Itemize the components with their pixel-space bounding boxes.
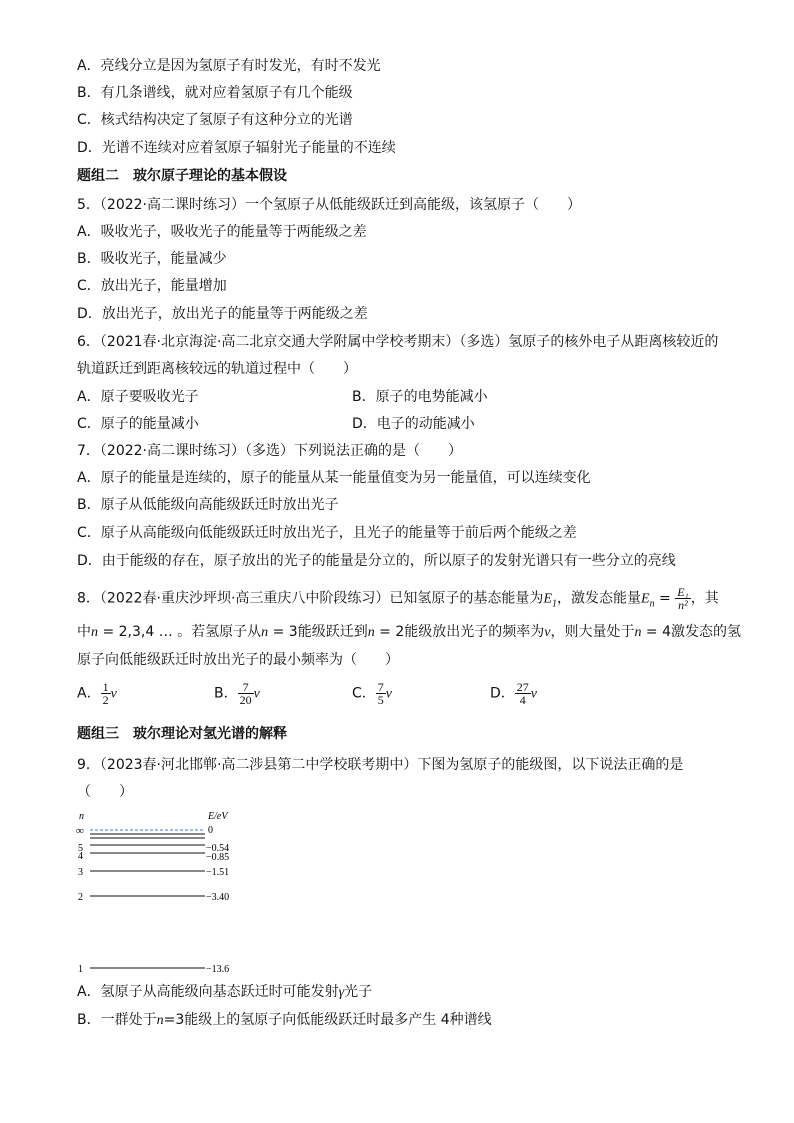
q4-option-c: C．核式结构决定了氢原子有这种分立的光谱 (77, 112, 353, 128)
n-variable: n (156, 1013, 164, 1028)
q5-stem: 5．（2022·高二课时练习）一个氢原子从低能级跃迁到高能级，该氢原子（ ） (77, 197, 581, 213)
option-label: A． (77, 685, 101, 702)
level-energy-value: −1.51 (206, 867, 230, 878)
q8-en-symbol: E (641, 591, 650, 607)
q9-stem-line1: 9．（2023春·河北邯郸·高二涉县第二中学校联考期中）下图为氢原子的能级图，以下说法正确的是 (77, 757, 684, 773)
q8-stem-text: = 3能级跃迁到 (268, 624, 368, 640)
level-n-label: 1 (78, 964, 83, 975)
q8-n-variable: n (261, 625, 269, 640)
q8-energy-fraction (675, 586, 691, 611)
q8-equals: = (654, 590, 676, 607)
option-label: D． (490, 685, 515, 702)
option-text: A．氢原子从高能级向基态跃迁时可能发射 (77, 984, 339, 1000)
q8-stem-text: = 2能级放出光子的频率为 (374, 624, 545, 640)
q8-nu-symbol: ν (544, 625, 551, 640)
q6-option-a: A．原子要吸收光子 (77, 389, 199, 405)
q7-stem: 7．（2022·高二课时练习）（多选）下列说法正确的是（ ） (77, 443, 462, 459)
q8-fraction-numerator: E₁ (677, 585, 689, 599)
fraction-numerator: 1 (102, 680, 109, 694)
q6-option-c: C．原子的能量减小 (77, 416, 199, 432)
energy-axis-label: E/eV (208, 811, 228, 822)
level-energy-value: −3.40 (206, 892, 230, 903)
option-label: B． (214, 685, 238, 702)
q9-option-b (77, 1010, 492, 1031)
section-heading-2: 题组二 玻尔原子理论的基本假设 (77, 168, 287, 184)
option-fraction (101, 681, 111, 706)
level-n-label: 5 (78, 843, 83, 854)
gamma-symbol: γ (338, 985, 345, 1000)
option-text: =3能级上的氢原子向低能级跃迁时最多产生 4种谱线 (163, 1012, 492, 1028)
level-energy-value: −13.6 (206, 964, 230, 975)
q7-option-a: A．原子的能量是连续的，原子的能量从某一能量值变为另一能量值，可以连续变化 (77, 470, 591, 486)
fraction-denominator: 4 (519, 693, 526, 707)
option-fraction (238, 681, 254, 706)
q6-stem-line1: 6．（2021春·北京海淀·高二北京交通大学附属中学校考期末）（多选）氢原子的核外电子从距离核较近的 (77, 334, 719, 350)
option-text: 光子 (344, 984, 373, 1000)
q8-e1-symbol: E (543, 591, 552, 607)
q4-option-b: B．有几条谱线，就对应着氢原子有几个能级 (77, 85, 353, 101)
nu-symbol: ν (530, 686, 537, 702)
q8-stem-text: ，则大量处于 (550, 624, 635, 640)
q7-option-c: C．原子从高能级向低能级跃迁时放出光子，且光子的能量等于前后两个能级之差 (77, 525, 577, 541)
q9-option-a (77, 982, 372, 1003)
q8-stem-text: 8．（2022春·重庆沙坪坝·高三重庆八中阶段练习）已知氢原子的基态能量为 (77, 590, 544, 607)
level-energy-value: −0.54 (206, 843, 230, 854)
option-fraction (376, 681, 386, 706)
level-n-label: ∞ (76, 825, 84, 837)
q9-stem-line2: （ ） (77, 784, 133, 800)
n-axis-label: n (79, 811, 84, 822)
q7-option-b: B．原子从低能级向高能级跃迁时放出光子 (77, 497, 339, 513)
fraction-numerator: 7 (377, 680, 384, 694)
q5-option-a: A．吸收光子，吸收光子的能量等于两能级之差 (77, 224, 367, 240)
level-n-label: 4 (78, 851, 83, 862)
q6-option-d: D．电子的动能减小 (352, 416, 475, 432)
q8-stem-line1 (77, 586, 719, 614)
q8-stem-text: = 4激发态的氢 (641, 624, 742, 640)
q4-option-d: D．光谱不连续对应着氢原子辐射光子能量的不连续 (77, 140, 396, 156)
q8-n-variable: n (91, 625, 98, 640)
option-label: C． (352, 685, 376, 702)
q8-e1-subscript: 1 (552, 598, 557, 610)
nu-symbol: ν (253, 686, 260, 702)
nu-symbol: ν (110, 686, 117, 702)
level-energy-value: −0.85 (206, 852, 230, 863)
q8-fraction-denominator: n² (678, 598, 688, 612)
q8-stem-text: = 2,3,4 … 。若氢原子从 (98, 624, 262, 640)
level-n-label: 3 (78, 867, 83, 878)
option-fraction (515, 681, 531, 706)
q8-option-c (352, 681, 392, 706)
fraction-numerator: 7 (238, 681, 254, 694)
q5-option-b: B．吸收光子，能量减少 (77, 251, 227, 267)
q8-option-a (77, 681, 117, 706)
q7-option-d: D．由于能级的存在，原子放出的光子的能量是分立的，所以原子的发射光谱只有一些分立的亮线 (77, 553, 676, 569)
level-energy-value: 0 (208, 825, 213, 836)
q8-option-d (490, 681, 537, 706)
fraction-denominator: 20 (239, 693, 252, 707)
q8-n-variable: n (367, 625, 375, 640)
q5-option-c: C．放出光子，能量增加 (77, 278, 227, 294)
section-heading-3: 题组三 玻尔理论对氢光谱的解释 (77, 726, 287, 742)
q4-option-a: A．亮线分立是因为氢原子有时发光，有时不发光 (77, 58, 381, 74)
fraction-denominator: 5 (377, 693, 384, 707)
q8-en-subscript: n (649, 598, 655, 610)
q6-option-b: B．原子的电势能减小 (352, 389, 488, 405)
q6-stem-line2: 轨道跃迁到距离核较远的轨道过程中（ ） (77, 361, 357, 377)
level-n-label: 2 (78, 892, 83, 903)
q8-options-row (77, 681, 717, 711)
q8-option-b (214, 681, 260, 706)
fraction-numerator: 27 (516, 680, 529, 694)
option-text: B．一群处于 (77, 1012, 157, 1028)
energy-level-diagram (70, 806, 270, 978)
q8-stem-line2 (77, 622, 741, 643)
q5-option-d: D．放出光子，放出光子的能量等于两能级之差 (77, 306, 368, 322)
fraction-denominator: 2 (102, 693, 109, 707)
nu-symbol: ν (385, 686, 392, 702)
q8-n-variable: n (634, 625, 642, 640)
q8-stem-text: ，其 (690, 590, 719, 607)
q8-stem-line3: 原子向低能级跃迁时放出光子的最小频率为（ ） (77, 652, 399, 668)
q8-stem-text: ，激发态能量 (557, 590, 641, 607)
q8-stem-text: 中 (77, 624, 91, 640)
